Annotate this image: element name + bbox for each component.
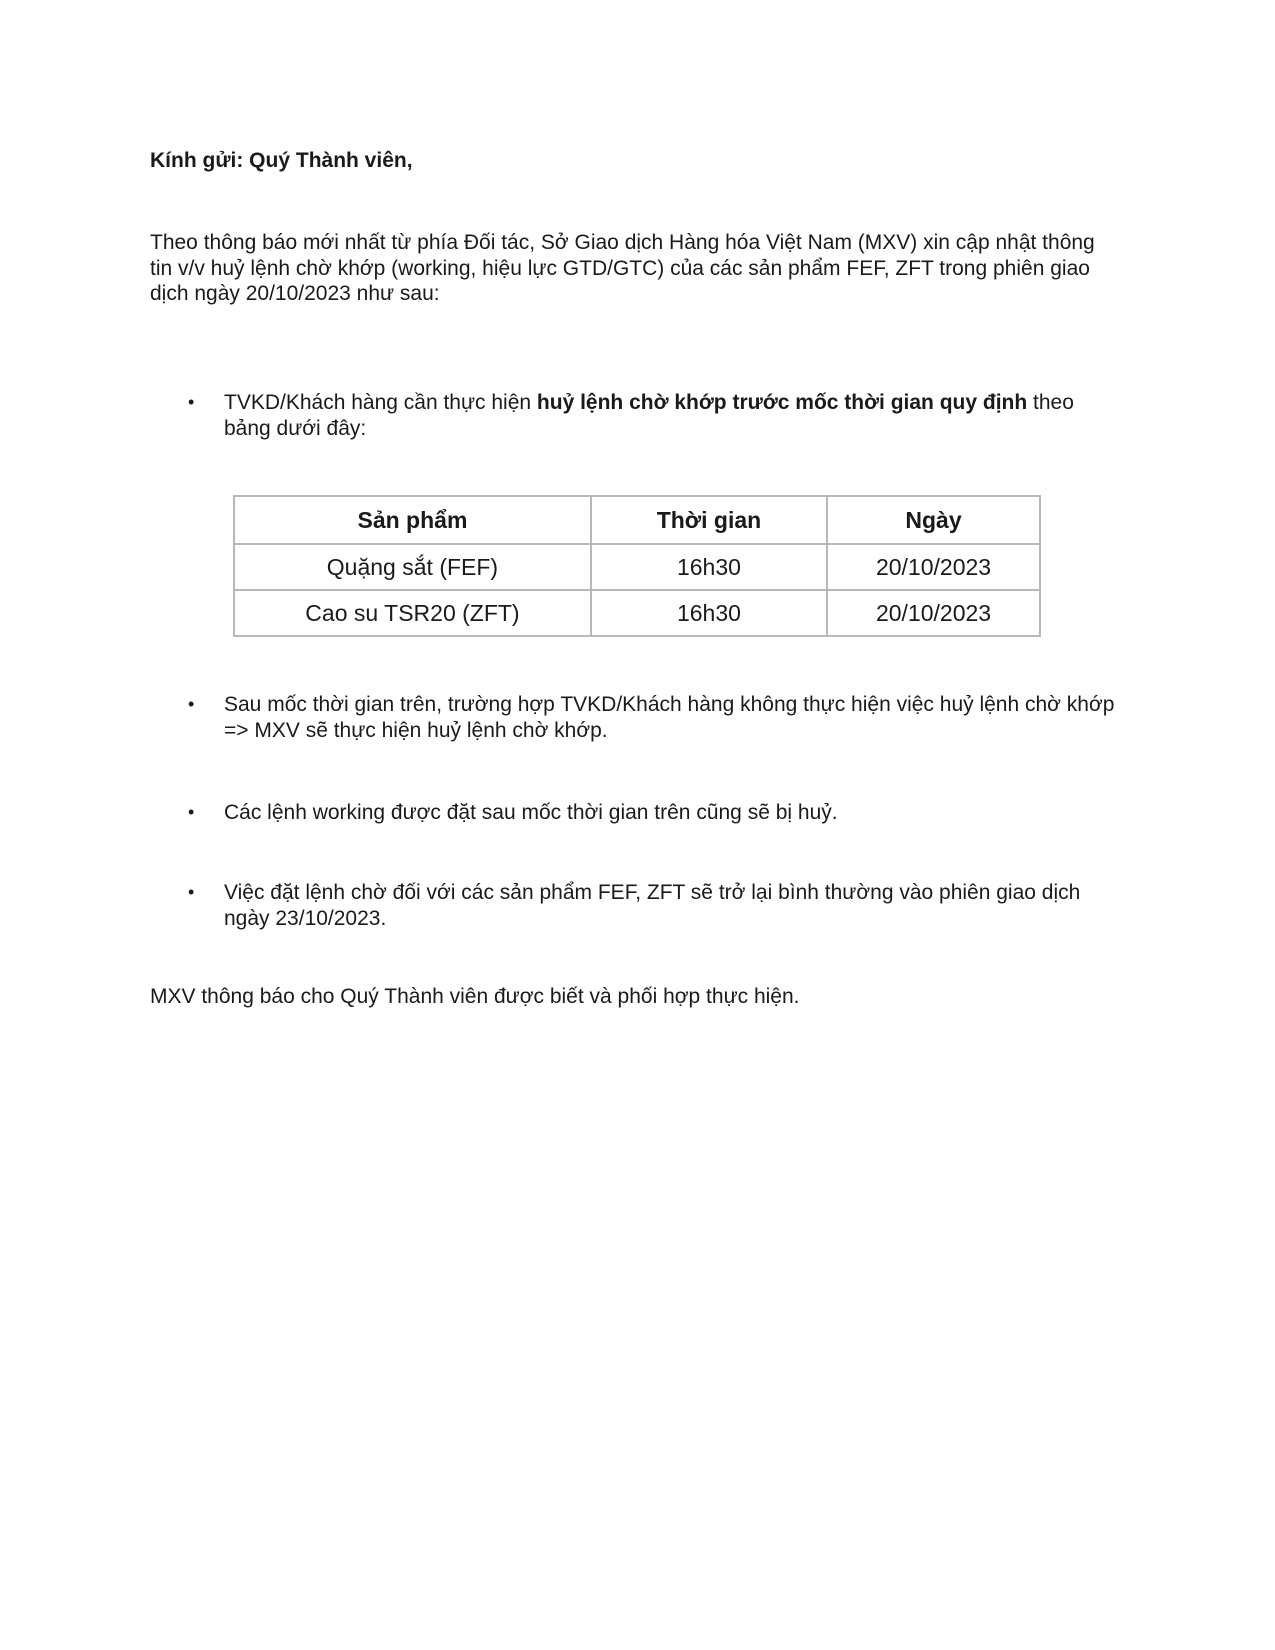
bullet-text: Các lệnh working được đặt sau mốc thời gian trên cũng sẽ bị huỷ. xyxy=(224,801,838,824)
bullet-text-emphasis: huỷ lệnh chờ khớp trước mốc thời gian quy định xyxy=(536,391,1028,414)
bullet-item-cancel-orders xyxy=(188,390,1123,441)
bullet-glyph: • xyxy=(188,802,195,822)
bullet-glyph: • xyxy=(188,392,195,412)
salutation: Kính gửi: Quý Thành viên, xyxy=(150,149,413,172)
cell-date: 20/10/2023 xyxy=(827,544,1040,590)
cell-time: 16h30 xyxy=(591,590,827,636)
cell-product: Cao su TSR20 (ZFT) xyxy=(234,590,591,636)
header-product: Sản phẩm xyxy=(234,496,591,544)
closing-paragraph: MXV thông báo cho Quý Thành viên được biết và phối hợp thực hiện. xyxy=(150,985,800,1008)
bullet-text-prefix: TVKD/Khách hàng cần thực hiện xyxy=(224,391,537,414)
intro-paragraph: Theo thông báo mới nhất từ phía Đối tác, Sở Giao dịch Hàng hóa Việt Nam (MXV) xin cập nhật thông tin v/v huỷ lệnh chờ khớp (working, hiệu lực GTD/GTC) của các sản phẩm FEF, ZFT trong phiên giao dịch ngày 20/10/2023 như sau: xyxy=(150,231,1095,305)
cell-time: 16h30 xyxy=(591,544,827,590)
bullet-item-auto-cancel xyxy=(188,692,1123,743)
bullet-text-suffix: theo bảng dưới đây: xyxy=(224,391,1074,440)
header-date: Ngày xyxy=(827,496,1040,544)
table-header-row xyxy=(234,496,1040,544)
header-time: Thời gian xyxy=(591,496,827,544)
cell-date: 20/10/2023 xyxy=(827,590,1040,636)
table-row xyxy=(234,544,1040,590)
bullet-text: Việc đặt lệnh chờ đối với các sản phẩm FEF, ZFT sẽ trở lại bình thường vào phiên giao dịch ngày 23/10/2023. xyxy=(224,881,1081,930)
cell-product: Quặng sắt (FEF) xyxy=(234,544,591,590)
bullet-text: Sau mốc thời gian trên, trường hợp TVKD/Khách hàng không thực hiện việc huỷ lệnh chờ khớp => MXV sẽ thực hiện huỷ lệnh chờ khớp. xyxy=(224,693,1115,742)
bullet-item-resume-normal xyxy=(188,880,1123,931)
bullet-item-working-orders xyxy=(188,800,1123,826)
bullet-glyph: • xyxy=(188,882,195,902)
bullet-glyph: • xyxy=(188,694,195,714)
cancellation-schedule-table xyxy=(233,495,1041,637)
table-row xyxy=(234,590,1040,636)
